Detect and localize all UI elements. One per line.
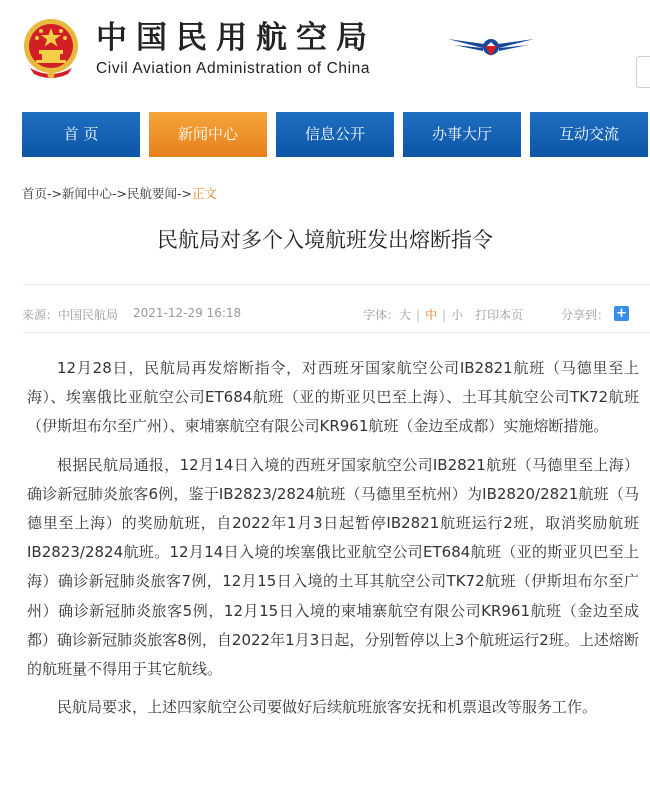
font-size-separator: | bbox=[416, 308, 421, 322]
article-meta bbox=[22, 304, 650, 324]
share-label: 分享到： bbox=[561, 308, 610, 322]
site-header bbox=[0, 0, 650, 100]
breadcrumb-section-link[interactable]: 民航要闻 bbox=[127, 186, 178, 201]
breadcrumb-news-link[interactable]: 新闻中心 bbox=[62, 186, 113, 201]
font-size-large-link[interactable]: 大 bbox=[399, 308, 412, 322]
divider bbox=[22, 332, 650, 333]
breadcrumb-separator: -> bbox=[47, 186, 62, 201]
nav-item-info-disclosure[interactable]: 信息公开 bbox=[276, 112, 394, 157]
print-page-link[interactable]: 打印本页 bbox=[475, 308, 524, 322]
article-paragraph: 根据民航局通报，12月14日入境的西班牙国家航空公司IB2821航班（马德里至上海）确诊新冠肺炎旅客6例，鉴于IB2823/2824航班（马德里至杭州）为IB2820/2821航班（马德里至上海）的奖励航班，自2022年1月3日起暂停IB2821航班运行2班，取消奖励航班IB2823/2824航班。12月14日入境的埃塞俄比亚航空公司ET684航班（亚的斯亚贝巴至上海）确诊新冠肺炎旅客7例，12月15日入境的土耳其航空公司TK72航班（伊斯坦布尔至广州）确诊新冠肺炎旅客5例，12月15日入境的柬埔寨航空有限公司KR961航班（金边至成都）确诊新冠肺炎旅客8例，自2022年1月3日起，分别暂停以上3个航班运行2班。上述熔断的航班量不得用于其它航线。 bbox=[27, 455, 639, 679]
breadcrumb-home-link[interactable]: 首页 bbox=[22, 186, 48, 201]
nav-item-home[interactable]: 首 页 bbox=[22, 112, 140, 157]
site-title-cn: 中国民用航空局 bbox=[96, 20, 376, 56]
nav-item-interaction[interactable]: 互动交流 bbox=[530, 112, 648, 157]
breadcrumb bbox=[22, 184, 217, 202]
site-title-en: Civil Aviation Administration of China bbox=[96, 60, 371, 77]
font-size-medium-link[interactable]: 中 bbox=[425, 308, 438, 322]
national-emblem-icon bbox=[20, 16, 82, 80]
breadcrumb-separator: -> bbox=[177, 186, 192, 201]
font-size-controls bbox=[363, 306, 523, 323]
main-nav bbox=[22, 112, 650, 157]
breadcrumb-separator: -> bbox=[112, 186, 127, 201]
share-plus-icon[interactable]: + bbox=[614, 306, 629, 321]
divider bbox=[22, 284, 650, 285]
article-date: 2021-12-29 16:18 bbox=[133, 306, 242, 320]
nav-item-news-center[interactable]: 新闻中心 bbox=[149, 112, 267, 157]
font-size-label: 字体： bbox=[363, 308, 400, 322]
search-input[interactable] bbox=[636, 56, 650, 88]
font-size-small-link[interactable]: 小 bbox=[451, 308, 464, 322]
article-paragraph: 12月28日，民航局再发熔断指令，对西班牙国家航空公司IB2821航班（马德里至上海）、埃塞俄比亚航空公司ET684航班（亚的斯亚贝巴至上海）、土耳其航空公司TK72航班（伊斯坦布尔至广州）、柬埔寨航空有限公司KR961航班（金边至成都）实施熔断措施。 bbox=[27, 359, 639, 436]
font-size-separator: | bbox=[442, 308, 447, 322]
article-body bbox=[27, 354, 639, 731]
article-title: 民航局对多个入境航班发出熔断指令 bbox=[157, 228, 493, 252]
article-source: 来源：中国民航局 bbox=[22, 308, 119, 322]
caac-wings-logo-icon bbox=[446, 34, 536, 62]
nav-item-service-hall[interactable]: 办事大厅 bbox=[403, 112, 521, 157]
article-paragraph: 民航局要求，上述四家航空公司要做好后续航班旅客安抚和机票退改等服务工作。 bbox=[57, 698, 598, 717]
breadcrumb-current: 正文 bbox=[192, 186, 218, 201]
